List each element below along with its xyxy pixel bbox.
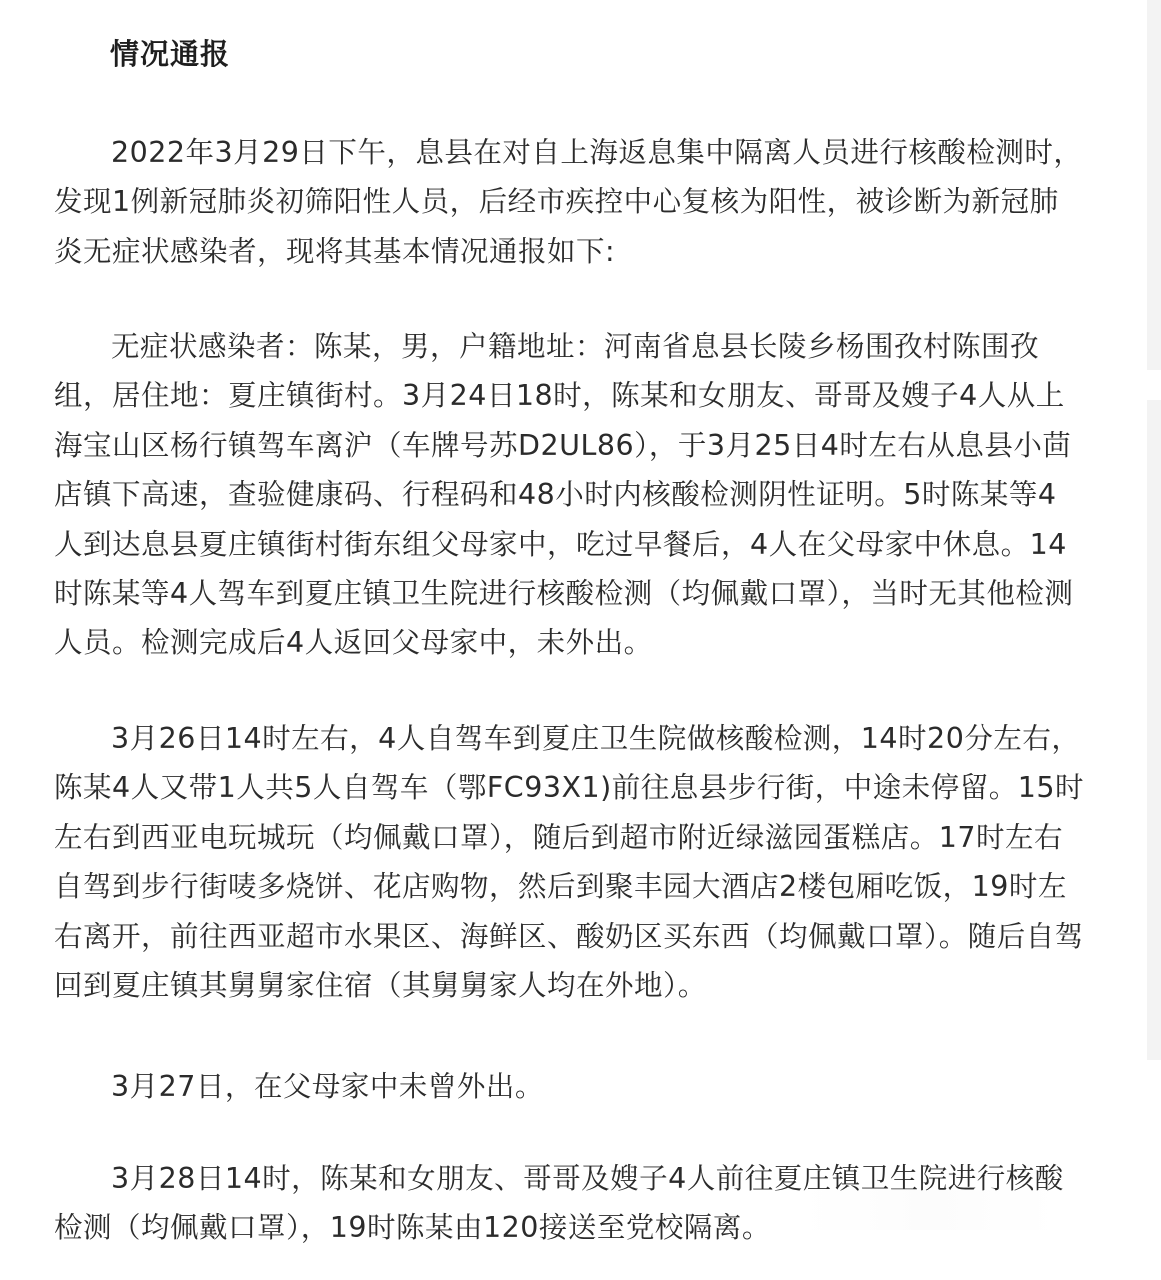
right-edge-strip-top [1147,0,1161,370]
paragraph-case-details: 无症状感染者：陈某，男，户籍地址：河南省息县长陵乡杨围孜村陈围孜组，居住地：夏庄镇街村。3月24日18时，陈某和女朋友、哥哥及嫂子4人从上海宝山区杨行镇驾车离沪（车牌号苏D2UL86），于3月25日4时左右从息县小茴店镇下高速，查验健康码、行程码和48小时内核酸检测阴性证明。5时陈某等4人到达息县夏庄镇街村街东组父母家中，吃过早餐后，4人在父母家中休息。14时陈某等4人驾车到夏庄镇卫生院进行核酸检测（均佩戴口罩），当时无其他检测人员。检测完成后4人返回父母家中，未外出。 [54,330,1074,660]
page-title: 情况通报 [110,37,231,71]
paragraph-march-26: 3月26日14时左右，4人自驾车到夏庄卫生院做核酸检测，14时20分左右，陈某4人又带1人共5人自驾车（鄂FC93X1)前往息县步行街，中途未停留。15时左右到西亚电玩城玩（均佩戴口罩），随后到超市附近绿滋园蛋糕店。17时左右自驾到步行街唛多烧饼、花店购物，然后到聚丰园大酒店2楼包厢吃饭，19时左右离开，前往西亚超市水果区、海鲜区、酸奶区买东西（均佩戴口罩）。随后自驾回到夏庄镇其舅舅家住宿（其舅舅家人均在外地）。 [54,722,1084,1003]
faint-watermark [800,1190,1060,1230]
right-edge-strip-bottom [1147,400,1161,1060]
paragraph-intro: 2022年3月29日下午，息县在对自上海返息集中隔离人员进行核酸检测时，发现1例新冠肺炎初筛阳性人员，后经市疾控中心复核为阳性，被诊断为新冠肺炎无症状感染者，现将其基本情况通报如下: [54,136,1083,268]
paragraph-march-27: 3月27日，在父母家中未曾外出。 [111,1070,544,1103]
paragraph-march-28: 3月28日14时，陈某和女朋友、哥哥及嫂子4人前往夏庄镇卫生院进行核酸检测（均佩戴口罩），19时陈某由120接送至党校隔离。 [54,1162,1064,1245]
